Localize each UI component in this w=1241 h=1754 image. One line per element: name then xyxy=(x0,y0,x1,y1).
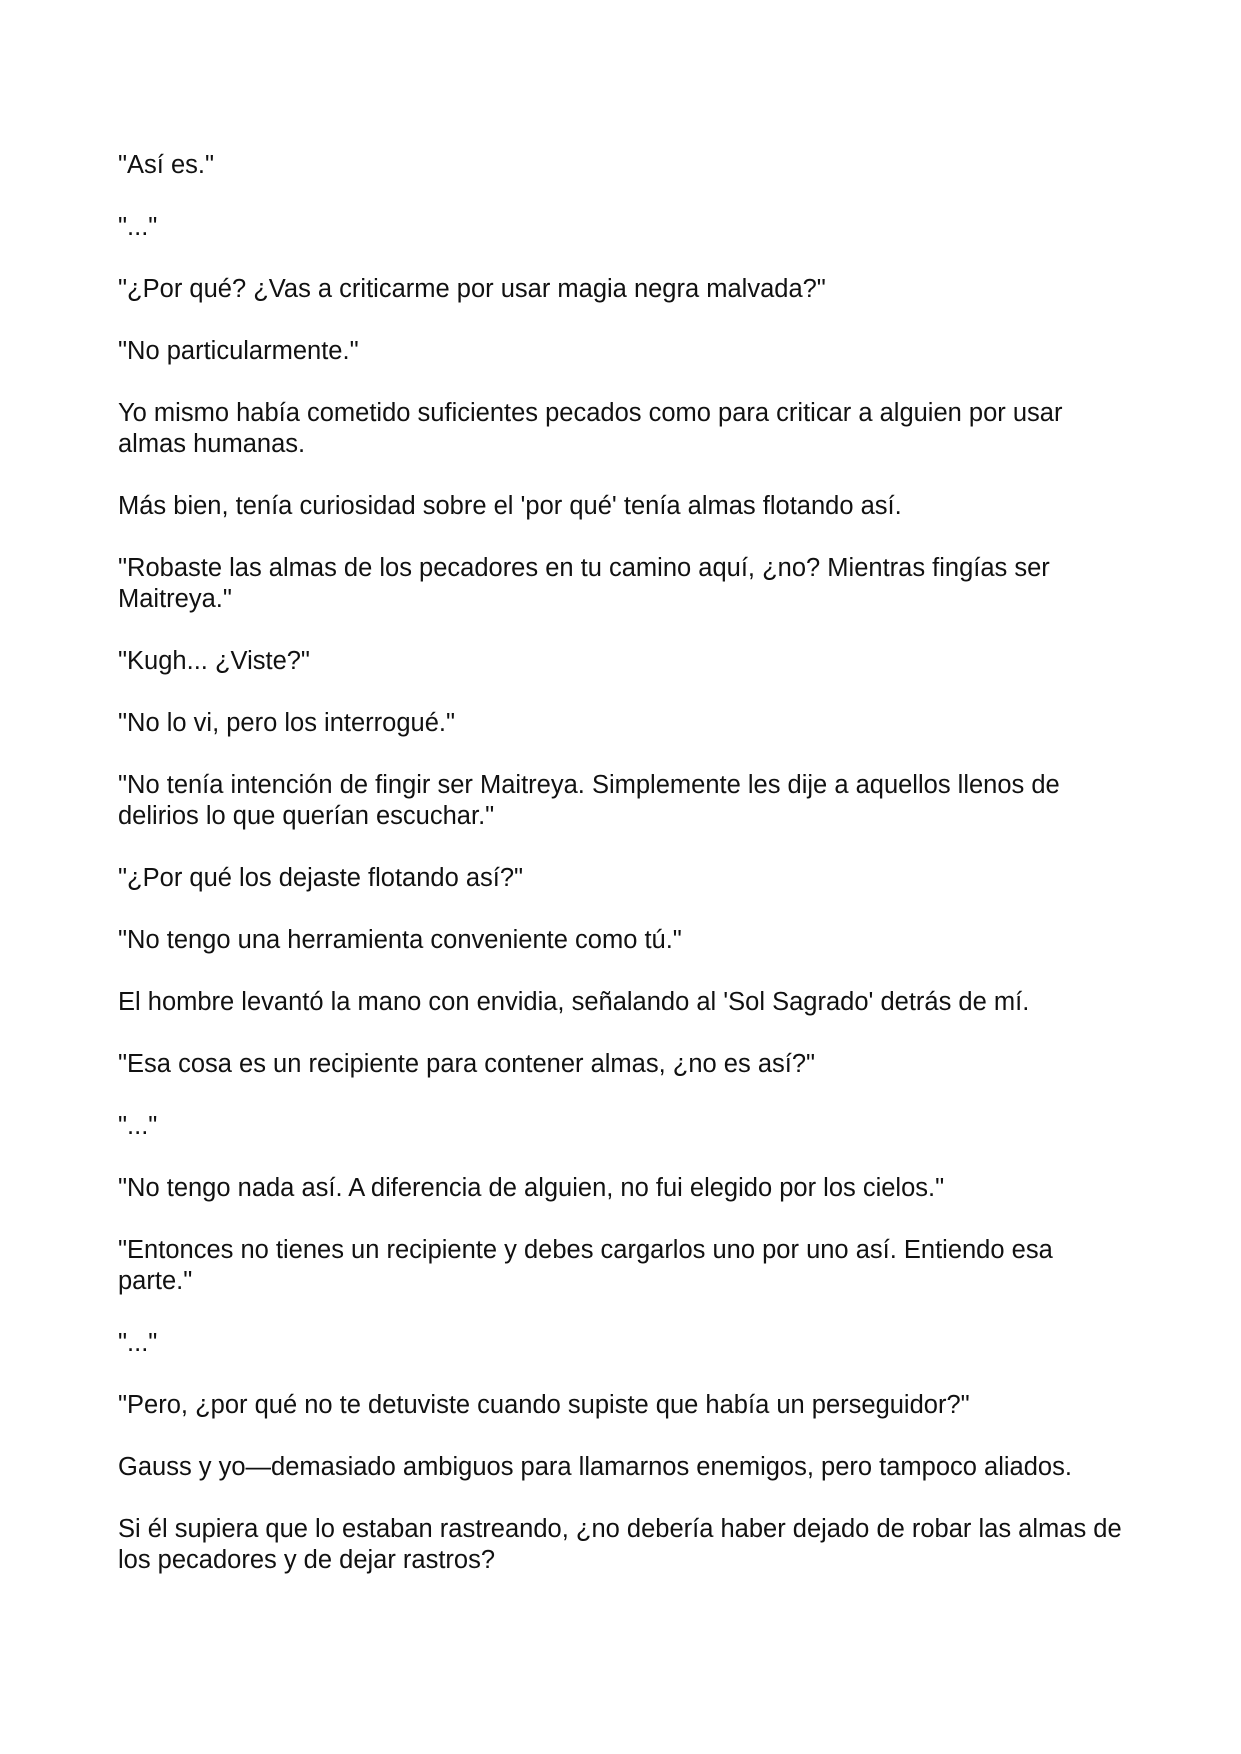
paragraph: "Kugh... ¿Viste?" xyxy=(118,647,310,675)
paragraph: Si él supiera que lo estaban rastreando, ¿no debería haber dejado de robar las almas de los pecadores y de dejar rastros? xyxy=(118,1515,1122,1574)
paragraph: Yo mismo había cometido suficientes pecados como para criticar a alguien por usar almas humanas. xyxy=(118,399,1063,458)
paragraph: "No tenía intención de fingir ser Maitreya. Simplemente les dije a aquellos llenos de delirios lo que querían escuchar." xyxy=(118,771,1060,830)
paragraph: "..." xyxy=(118,213,158,241)
paragraph: Más bien, tenía curiosidad sobre el 'por qué' tenía almas flotando así. xyxy=(118,492,902,520)
paragraph: "No lo vi, pero los interrogué." xyxy=(118,709,456,737)
paragraph: "¿Por qué? ¿Vas a criticarme por usar magia negra malvada?" xyxy=(118,275,826,303)
document-text-body xyxy=(118,150,1130,1607)
paragraph: "Así es." xyxy=(118,151,215,179)
paragraph: "No tengo una herramienta conveniente como tú." xyxy=(118,926,682,954)
paragraph: "Entonces no tienes un recipiente y debes cargarlos uno por uno así. Entiendo esa parte." xyxy=(118,1236,1053,1295)
paragraph: "Esa cosa es un recipiente para contener almas, ¿no es así?" xyxy=(118,1050,816,1078)
paragraph: "No particularmente." xyxy=(118,337,359,365)
paragraph: El hombre levantó la mano con envidia, señalando al 'Sol Sagrado' detrás de mí. xyxy=(118,988,1030,1016)
paragraph: "Robaste las almas de los pecadores en tu camino aquí, ¿no? Mientras fingías ser Maitreya." xyxy=(118,554,1050,613)
paragraph: "No tengo nada así. A diferencia de alguien, no fui elegido por los cielos." xyxy=(118,1174,945,1202)
paragraph: "¿Por qué los dejaste flotando así?" xyxy=(118,864,524,892)
paragraph: Gauss y yo—demasiado ambiguos para llamarnos enemigos, pero tampoco aliados. xyxy=(118,1453,1072,1481)
paragraph: "..." xyxy=(118,1112,158,1140)
paragraph: "..." xyxy=(118,1329,158,1357)
paragraph: "Pero, ¿por qué no te detuviste cuando supiste que había un perseguidor?" xyxy=(118,1391,970,1419)
